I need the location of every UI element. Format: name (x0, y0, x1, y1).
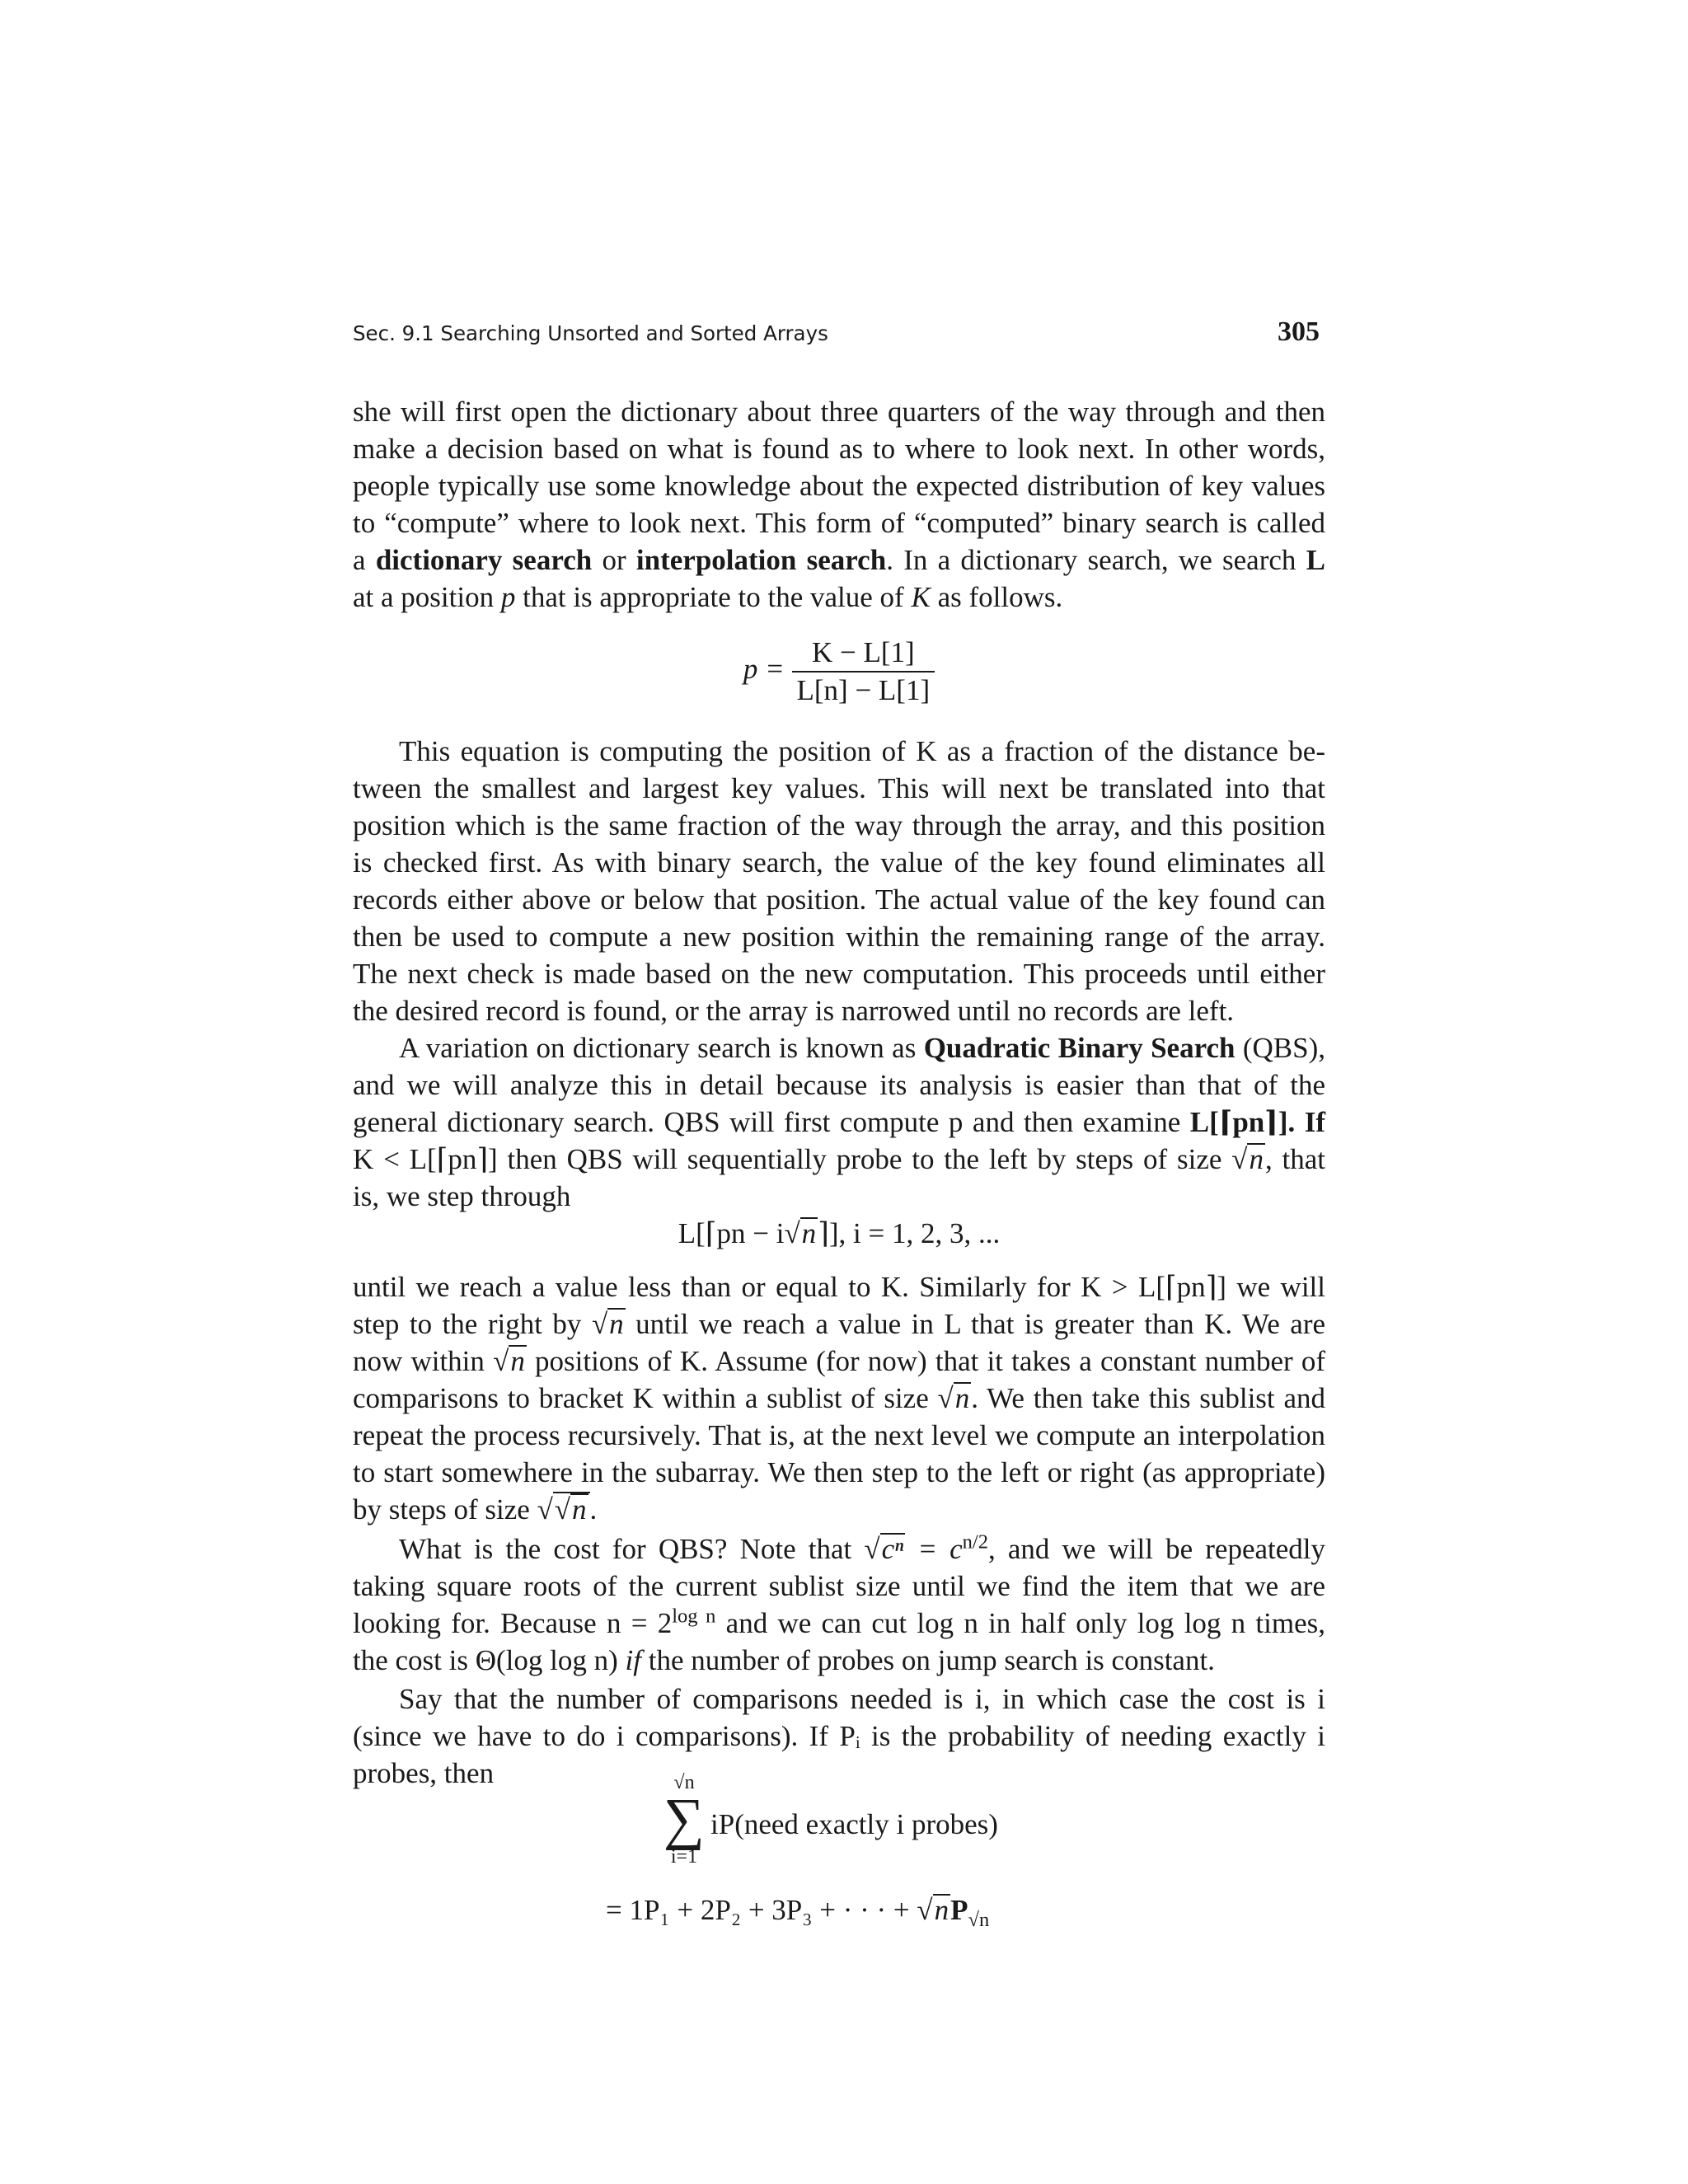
paragraph-line: make a decision based on what is found as to where to look next. In other words, (353, 433, 1325, 465)
paragraph-line: repeat the process recursively. That is, at the next level we compute an interpolation (353, 1419, 1325, 1451)
sqrt-symbol: √n (1231, 1143, 1264, 1175)
paragraph-line: she will first open the dictionary about three quarters of the way through and then (353, 396, 1325, 428)
paragraph-line: looking for. Because $n = 2^{log n}$ and we can cut log n in half only log log n times, (353, 1605, 1326, 1639)
sqrt-symbol: √n (591, 1308, 624, 1340)
page-number: 305 (1278, 316, 1320, 347)
paragraph-line: position which is the same fraction of the way through the array, and this position (353, 809, 1325, 841)
term-quadratic-binary-search: Quadratic Binary Search (923, 1032, 1236, 1064)
sqrt-symbol: √n (554, 1493, 587, 1526)
paragraph-line: records either above or below that position. The actual value of the key found can (353, 883, 1325, 916)
paragraph-line: comparisons to bracket K within a sublist of size √n. We then take this sublist and (353, 1380, 1325, 1417)
paragraph-line: taking square roots of the current sublist size until we find the item that we are (353, 1570, 1325, 1602)
paragraph-line: until we reach a value less than or equal to K. Similarly for K > L[⌈pn⌉] we will (353, 1271, 1325, 1303)
sqrt-symbol: √n (937, 1382, 970, 1414)
paragraph-line: is, we step through (353, 1180, 571, 1212)
paragraph-line: people typically use some knowledge about the expected distribution of key values (353, 470, 1325, 502)
paragraph-line: and we will analyze this in detail because its analysis is easier than that of the (353, 1069, 1325, 1101)
sqrt-symbol: √cⁿ (864, 1533, 904, 1565)
paragraph-line: at a position p that is appropriate to the value of K as follows. (353, 581, 1063, 613)
paragraph-line: by steps of size √√n . (353, 1492, 1325, 1528)
paragraph-line: probes, then (353, 1757, 495, 1789)
paragraph-line: is checked first. As with binary search, the value of the key found eliminates all (353, 846, 1325, 879)
sqrt-symbol: √n (917, 1894, 950, 1926)
paragraph-line: tween the smallest and largest key values. This will next be translated into that (353, 772, 1325, 804)
paragraph-line: to “compute” where to look next. This form of “computed” binary search is called (353, 507, 1325, 539)
sqrt-symbol: √n (784, 1217, 817, 1249)
paragraph-line: the desired record is found, or the array is narrowed until no records are left. (353, 995, 1235, 1027)
sqrt-symbol: √n (493, 1345, 525, 1377)
term-dictionary-search: dictionary search (375, 544, 593, 576)
sqrt-symbol: √√n (537, 1492, 590, 1528)
paragraph-line: a dictionary search or interpolation search. In a dictionary search, we search L (353, 544, 1326, 576)
paragraph-line: (since we have to do i comparisons). If Pᵢ is the probability of needing exactly i (353, 1720, 1325, 1752)
paragraph-line: Say that the number of comparisons needed is i, in which case the cost is i (399, 1683, 1325, 1715)
equation-expanded-sum: = 1P₁ + 2P₂ + 3P₃ + · · · + $√nP_{√n}$ (606, 1894, 990, 1931)
paragraph-line: What is the cost for QBS? Note that $√c^n = c^{n/2}$, and we will be repeatedly (399, 1531, 1325, 1568)
paragraph-line: the cost is Θ(log log n) if the number of probes on jump search is constant. (353, 1644, 1215, 1676)
term-interpolation-search: interpolation search (635, 544, 887, 576)
equation-step-sequence: L[⌈pn − i√n⌉], i = 1, 2, 3, ... (353, 1216, 1325, 1252)
running-header: Sec. 9.1 Searching Unsorted and Sorted Arrays (353, 321, 828, 345)
summation-term: iP(need exactly i probes) (710, 1808, 998, 1840)
paragraph-line: A variation on dictionary search is known as Quadratic Binary Search (QBS), (399, 1032, 1326, 1064)
paragraph-line: now within √n positions of K. Assume (for now) that it takes a constant number of (353, 1343, 1325, 1380)
paragraph-line: step to the right by √n until we reach a value in L that is greater than K. We are (353, 1306, 1325, 1343)
paragraph-line: to start somewhere in the subarray. We then step to the left or right (as appropriate) (353, 1456, 1325, 1488)
paragraph-line: then be used to compute a new position within the remaining range of the array. (353, 921, 1325, 953)
paragraph-line: general dictionary search. QBS will first compute p and then examine L[⌈pn⌉]. If (353, 1106, 1325, 1138)
paragraph-line: K < L[⌈pn⌉] then QBS will sequentially probe to the left by steps of size √n, that (353, 1141, 1325, 1178)
paragraph-line: This equation is computing the position of K as a fraction of the distance be- (399, 735, 1325, 767)
paragraph-line: The next check is made based on the new computation. This proceeds until either (353, 958, 1325, 990)
summation-symbol: √n ∑ i=1 (663, 1772, 705, 1868)
fraction: $\frac{K - L[1]}{L[n] - L[1]}$ (792, 635, 935, 709)
equation-interpolation: p = $\frac{K - L[1]}{L[n] - L[1]}$ (353, 635, 1325, 709)
